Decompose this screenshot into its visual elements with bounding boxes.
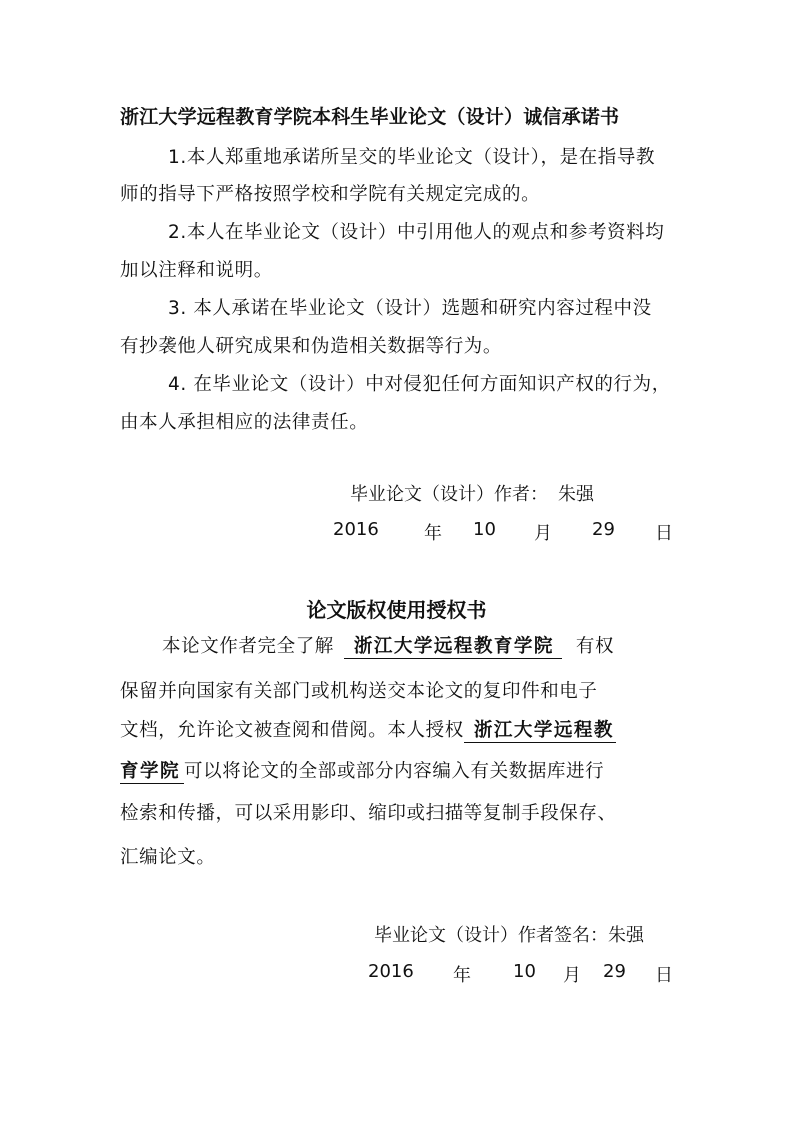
copyright-line-1: [162, 632, 614, 659]
integrity-date-day-unit: 日: [655, 523, 673, 544]
integrity-line-7: 4. 在毕业论文（设计）中对侵犯任何方面知识产权的行为，: [168, 374, 671, 395]
integrity-title: 浙江大学远程教育学院本科生毕业论文（设计）诚信承诺书: [120, 106, 620, 128]
integrity-date-month-unit: 月: [534, 523, 552, 544]
integrity-line-5: 3. 本人承诺在毕业论文（设计）选题和研究内容过程中没: [168, 298, 652, 319]
copyright-line-2: 保留并向国家有关部门或机构送交本论文的复印件和电子: [120, 681, 598, 702]
copyright-date-month-unit: 月: [563, 965, 581, 986]
copyright-date-year: 2016: [368, 961, 414, 982]
copyright-line-1-post: 有权: [575, 636, 615, 657]
copyright-institution-2a: 浙江大学远程教: [464, 719, 616, 743]
integrity-signature-name: 朱强: [558, 484, 594, 505]
integrity-date-day: 29: [592, 519, 615, 540]
integrity-signature-label: 毕业论文（设计）作者：: [350, 484, 548, 505]
integrity-line-3: 2.本人在毕业论文（设计）中引用他人的观点和参考资料均: [168, 222, 665, 243]
copyright-line-1-pre: 本论文作者完全了解: [162, 636, 334, 657]
copyright-line-3-pre: 文档，允许论文被查阅和借阅。本人授权: [120, 720, 464, 741]
integrity-line-6: 有抄袭他人研究成果和伪造相关数据等行为。: [120, 336, 503, 357]
integrity-line-1: 1.本人郑重地承诺所呈交的毕业论文（设计），是在指导教: [168, 147, 656, 168]
copyright-date-month: 10: [513, 961, 536, 982]
integrity-line-8: 由本人承担相应的法律责任。: [120, 412, 369, 433]
copyright-date-year-unit: 年: [453, 965, 471, 986]
integrity-line-4: 加以注释和说明。: [120, 260, 273, 281]
integrity-date-year: 2016: [333, 519, 379, 540]
copyright-line-4: [120, 757, 604, 784]
copyright-line-5: 检索和传播，可以采用影印、缩印或扫描等复制手段保存、: [120, 803, 617, 824]
integrity-date-month: 10: [473, 519, 496, 540]
copyright-line-4-post: 可以将论文的全部或部分内容编入有关数据库进行: [184, 761, 605, 782]
integrity-date-year-unit: 年: [424, 523, 442, 544]
copyright-date-day-unit: 日: [655, 965, 673, 986]
copyright-line-6: 汇编论文。: [120, 847, 216, 868]
copyright-institution-1: 浙江大学远程教育学院: [344, 635, 562, 659]
copyright-line-3: [120, 716, 616, 743]
copyright-signature: 毕业论文（设计）作者签名：朱强: [374, 925, 644, 946]
copyright-date-day: 29: [603, 961, 626, 982]
copyright-title: 论文版权使用授权书: [306, 598, 487, 622]
copyright-institution-2b: 育学院: [120, 760, 184, 784]
integrity-signature: [350, 480, 594, 506]
integrity-line-2: 师的指导下严格按照学校和学院有关规定完成的。: [120, 184, 541, 205]
